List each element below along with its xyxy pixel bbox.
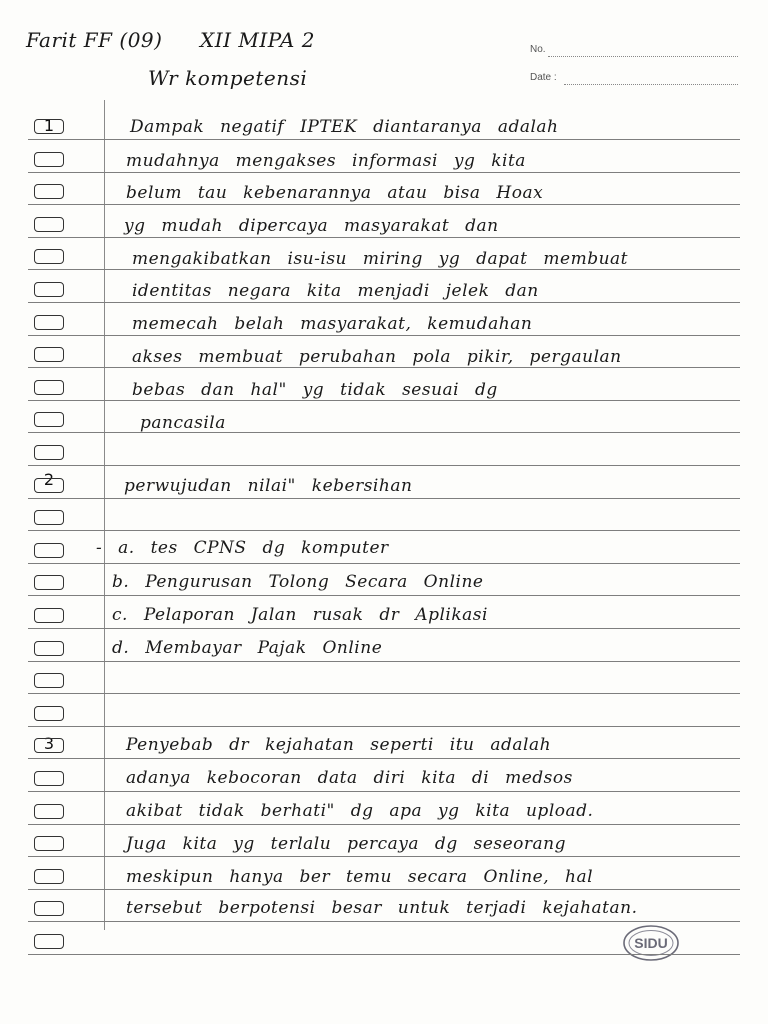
margin-checkbox: [34, 934, 64, 949]
margin-checkbox: [34, 771, 64, 786]
answer-2-item: c. Pelaporan Jalan rusak dr Aplikasi: [112, 605, 488, 625]
answer-1-line: bebas dan hal" yg tidak sesuai dg: [132, 380, 498, 400]
answer-3-line: Juga kita yg terlalu percaya dg seseorang: [126, 834, 566, 854]
margin-checkbox: [34, 282, 64, 297]
margin-checkbox: [34, 901, 64, 916]
ruled-line: [28, 335, 740, 336]
margin-checkbox: [34, 445, 64, 460]
ruled-line: [28, 204, 740, 205]
margin-checkbox: [34, 641, 64, 656]
margin-checkbox: [34, 738, 64, 753]
ruled-line: [28, 465, 740, 466]
ruled-line: [28, 758, 740, 759]
answer-3-line: adanya kebocoran data diri kita di medsos: [126, 768, 573, 788]
no-field-line: [548, 56, 738, 57]
answer-3-line: akibat tidak berhati" dg apa yg kita upload.: [126, 801, 594, 821]
class-label: XII MIPA 2: [200, 28, 315, 52]
margin-checkbox: [34, 608, 64, 623]
margin-checkbox: [34, 119, 64, 134]
stamp-text: SIDU: [634, 935, 668, 951]
answer-2-item: b. Pengurusan Tolong Secara Online: [112, 572, 484, 592]
answer-3-line: meskipun hanya ber temu secara Online, hal: [126, 867, 594, 887]
answer-3-line: tersebut berpotensi besar untuk terjadi kejahatan.: [126, 898, 638, 918]
ruled-line: [28, 302, 740, 303]
answer-2-intro: perwujudan nilai" kebersihan: [124, 476, 413, 496]
ruled-line: [28, 367, 740, 368]
answer-1-line: pancasila: [140, 413, 226, 433]
ruled-line: [28, 856, 740, 857]
answer-1-line: Dampak negatif IPTEK diantaranya adalah: [130, 117, 559, 137]
answer-3-line: Penyebab dr kejahatan seperti itu adalah: [126, 735, 552, 755]
margin-checkbox: [34, 869, 64, 884]
question-number: 2: [43, 470, 55, 489]
margin-checkbox: [34, 315, 64, 330]
ruled-line: [28, 693, 740, 694]
student-name: Farit FF (09): [26, 28, 163, 52]
ruled-line: [28, 661, 740, 662]
answer-1-line: yg mudah dipercaya masyarakat dan: [124, 216, 499, 236]
answer-1-line: identitas negara kita menjadi jelek dan: [132, 281, 539, 301]
ruled-line: [28, 628, 740, 629]
margin-checkbox: [34, 249, 64, 264]
margin-checkbox: [34, 478, 64, 493]
no-field-label: No.: [530, 44, 546, 55]
margin-checkbox: [34, 152, 64, 167]
margin-checkbox: [34, 184, 64, 199]
ruled-line: [28, 530, 740, 531]
question-number: 1: [43, 116, 55, 135]
ruled-line: [28, 595, 740, 596]
margin-checkbox: [34, 673, 64, 688]
date-field-line: [564, 84, 738, 85]
ruled-line: [28, 726, 740, 727]
margin-checkbox: [34, 380, 64, 395]
ruled-line: [28, 172, 740, 173]
date-field-label: Date :: [530, 72, 557, 83]
margin-line: [104, 100, 105, 930]
answer-1-line: belum tau kebenarannya atau bisa Hoax: [126, 183, 544, 203]
margin-checkbox: [34, 412, 64, 427]
margin-checkbox: [34, 706, 64, 721]
margin-checkbox: [34, 575, 64, 590]
answer-1-line: akses membuat perubahan pola pikir, pergaulan: [132, 347, 622, 367]
margin-checkbox: [34, 543, 64, 558]
page-title: Wr kompetensi: [148, 66, 308, 90]
ruled-line: [28, 563, 740, 564]
answer-1-line: mudahnya mengakses informasi yg kita: [126, 151, 526, 171]
ruled-line: [28, 400, 740, 401]
margin-checkbox: [34, 836, 64, 851]
margin-checkbox: [34, 217, 64, 232]
ruled-line: [28, 921, 740, 922]
sidu-stamp-logo: [622, 924, 680, 962]
ruled-line: [28, 269, 740, 270]
answer-1-line: memecah belah masyarakat, kemudahan: [132, 314, 533, 334]
ruled-line: [28, 889, 740, 890]
margin-checkbox: [34, 347, 64, 362]
ruled-line: [28, 237, 740, 238]
margin-checkbox: [34, 804, 64, 819]
ruled-line: [28, 791, 740, 792]
ruled-line: [28, 954, 740, 955]
margin-checkbox: [34, 510, 64, 525]
ruled-line: [28, 824, 740, 825]
ruled-line: [28, 432, 740, 433]
question-number: 3: [43, 734, 55, 753]
answer-2-item: - a. tes CPNS dg komputer: [96, 538, 389, 558]
answer-2-item: d. Membayar Pajak Online: [112, 638, 383, 658]
ruled-line: [28, 498, 740, 499]
ruled-line: [28, 139, 740, 140]
answer-1-line: mengakibatkan isu-isu miring yg dapat membuat: [132, 249, 629, 269]
